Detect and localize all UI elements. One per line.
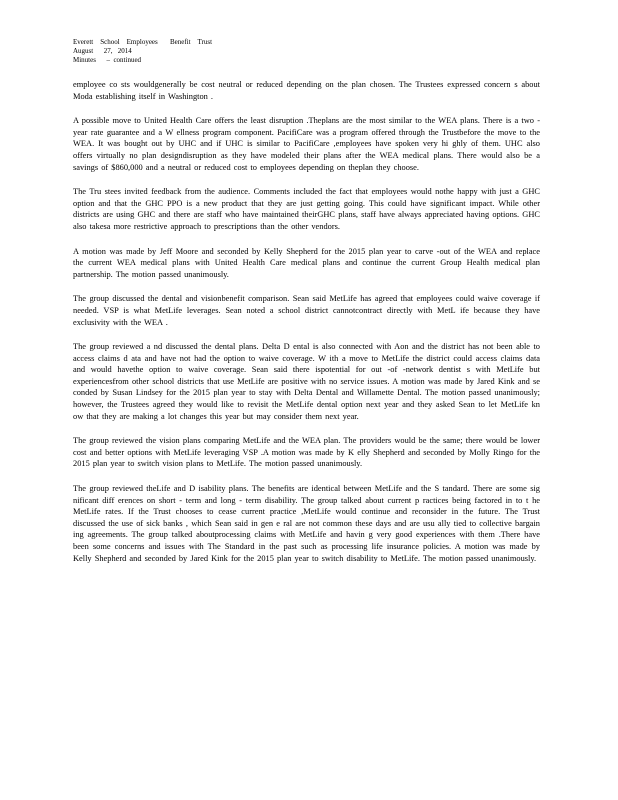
header-org-title: Everett School Employees Benefit Trust: [73, 38, 213, 46]
paragraph-moda: employee co sts wouldgenerally be cost neutral or reduced depending on the plan chosen. The Trustees expressed concern s about Moda establishing itself in Washington .: [73, 80, 540, 101]
paragraph-vision-plans: The group reviewed the vision plans comparing MetLife and the WEA plan. The providers would be the same; there would be lower cost and better options with MetLife leveraging VSP .A motion was made by K elly Shepherd and seconded by Molly Ringo for the 2015 plan year to switch vision plans to MetLife. The motion passed unanimously.: [73, 436, 540, 469]
header-section: Minutes – continued: [73, 56, 142, 64]
header-date: August 27, 2014: [73, 47, 132, 55]
paragraph-medical-motion: A motion was made by Jeff Moore and seconded by Kelly Shepherd for the 2015 plan year to carve -out of the WEA and replace the current WEA medical plans with United Health Care medical plans and continue the current Group Health medical plan partnership. The motion passed unanimously.: [73, 246, 540, 279]
paragraph-life-disability: The group reviewed theLife and D isability plans. The benefits are identical between MetLife and the S tandard. There are some sig nificant diff erences on short - term and long - term disability. The group talked about current p ractices being factored in to t he MetLife rates. If the Trust chooses to cease current practice ,MetLife would continue and reconsider in the future. The Trust discussed the use of sick banks , which Sean said in gen e ral are not common these days and are usu ally tied to collective bargain ing agreements. The group talked aboutprocessing claims with MetLife and havin g very good experiences with them .There have been some concerns and issues with The Standard in the past such as processing life insurance policies. A motion was made by Kelly Shepherd and seconded by Jared Kink for the 2015 plan year to switch disability to MetLife. The motion passed unanimously.: [73, 484, 540, 563]
document-body: [73, 79, 540, 577]
paragraph-uhc: A possible move to United Health Care offers the least disruption .Theplans are the most similar to the WEA plans. There is a two - year rate guarantee and a W ellness program component. PacifiCare was a program offered through the Trustbefore the move to the WEA. It was bought out by UHC and if UHC is similar to PacifiCare ,employees have spoken very hi ghly of them. UHC also offers virtually no plan designdisruption as they have modeled their plans after the WEA medical plans. There would also be a savings of $860,000 and a neutral or reduced cost to employees depending on theplan they choose.: [73, 116, 540, 172]
paragraph-feedback: The Tru stees invited feedback from the audience. Comments included the fact that employees would nothe happy with just a GHC option and that the GHC PPO is a new product that they are just getting going. This could have significant impact. While other districts are using GHC and there are staff who have maintained theirGHC plans, staff have always appreciated having options. GHC also takesa more restrictive approach to prescriptions than the other vendors.: [73, 187, 540, 231]
page-header: [73, 38, 212, 65]
paragraph-dental-plans: The group reviewed a nd discussed the dental plans. Delta D ental is also connected with Aon and the district has not been able to access claims d ata and have not had the option to waive coverage. W ith a move to MetLife the district could access claims data and would havethe option to waive coverage. Sean said there ispotential for out -of -network dentist s with MetLife but experiencesfrom other school districts that use MetLife are positive with no service issues. A motion was made by Jared Kink and se conded by Susan Lindsey for the 2015 plan year to stay with Delta Dental and Willamette Dental. The motion passed unanimously; however, the Trustees agreed they would like to revisit the MetLife dental option next year and they asked Sean to let MetLife kn ow that they are making a lot changes this year but may consider them next year.: [73, 342, 540, 421]
paragraph-dental-vision-comparison: The group discussed the dental and visionbenefit comparison. Sean said MetLife has agreed that employees could waive coverage if needed. VSP is what MetLife leverages. Sean noted a school district cannotcontract directly with MetL ife because they have exclusivity with the WEA .: [73, 294, 540, 327]
